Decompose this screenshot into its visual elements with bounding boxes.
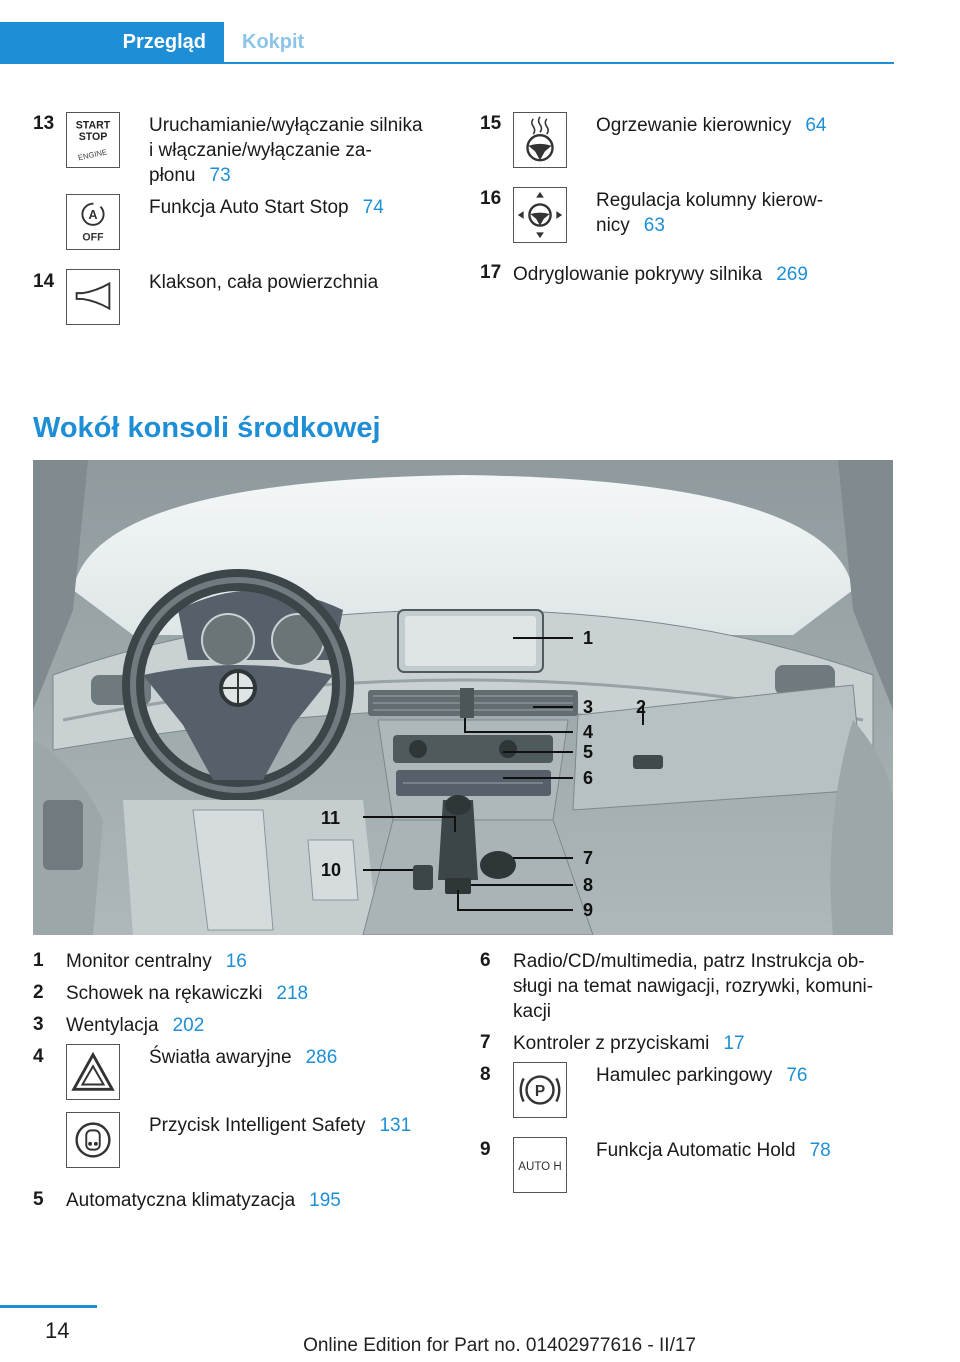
svg-text:1: 1	[583, 628, 594, 648]
legend-item: Światła awaryjne 286	[149, 1047, 338, 1068]
page-link[interactable]: 286	[305, 1047, 338, 1068]
auto-start-stop-off-icon	[66, 194, 120, 250]
svg-text:11: 11	[321, 808, 341, 828]
page-number: 14	[45, 1318, 70, 1343]
cockpit-illustration	[33, 460, 893, 935]
legend-item: Przycisk Intelligent Safety 131	[149, 1115, 412, 1136]
svg-text:7: 7	[583, 848, 594, 868]
legend-item: Automatyczna klimatyzacja 195	[66, 1190, 341, 1211]
parking-brake-icon	[513, 1062, 567, 1118]
item-13-text: Uruchamianie/wyłączanie silnika i włączanie/wyłączanie za- płonu 73	[149, 115, 423, 186]
auto-hold-icon	[513, 1137, 567, 1193]
svg-text:4: 4	[583, 722, 594, 742]
heated-steering-wheel-icon	[513, 112, 567, 168]
hazard-warning-icon	[66, 1044, 120, 1100]
page-link[interactable]: 202	[172, 1015, 205, 1036]
edition-text: Online Edition for Part no. 01402977616 - II/17	[303, 1335, 696, 1356]
legend-number: 5	[33, 1189, 44, 1210]
svg-text:6: 6	[583, 768, 594, 788]
legend-number: 2	[33, 982, 44, 1003]
svg-text:5: 5	[583, 742, 594, 762]
page-link[interactable]: 73	[209, 165, 231, 186]
legend-number: 8	[480, 1064, 491, 1085]
legend-number: 3	[33, 1014, 44, 1035]
item-16-text: Regulacja kolumny kierow- nicy 63	[596, 190, 824, 236]
legend-number: 9	[480, 1139, 491, 1160]
page-link[interactable]: 74	[362, 197, 384, 218]
steering-column-adjust-icon	[513, 187, 567, 243]
start-stop-icon	[66, 112, 120, 168]
svg-text:START: START	[75, 119, 111, 132]
svg-text:2: 2	[636, 697, 647, 717]
tab-bar	[0, 22, 894, 64]
item-17-text: Odryglowanie pokrywy silnika 269	[513, 264, 808, 285]
legend-item: Monitor centralny 16	[66, 951, 247, 972]
intelligent-safety-icon	[66, 1112, 120, 1168]
tab-przeglad[interactable]: Przegląd	[0, 22, 224, 62]
svg-text:P: P	[534, 1082, 546, 1100]
svg-text:8: 8	[583, 875, 594, 895]
svg-text:3: 3	[583, 697, 594, 717]
legend-number: 6	[480, 950, 491, 971]
item-number: 17	[480, 262, 502, 283]
page-link[interactable]: 17	[723, 1033, 745, 1054]
auto-start-stop-text: Funkcja Auto Start Stop 74	[149, 197, 384, 218]
page-link[interactable]: 63	[643, 215, 665, 236]
item-15-text: Ogrzewanie kierownicy 64	[596, 115, 827, 136]
svg-text:AUTO H: AUTO H	[518, 1160, 562, 1173]
legend-item: Wentylacja 202	[66, 1015, 205, 1036]
item-number: 13	[33, 113, 55, 134]
svg-text:OFF: OFF	[82, 231, 104, 244]
footer-rule	[0, 1305, 97, 1308]
item-number: 15	[480, 113, 502, 134]
svg-text:STOP: STOP	[78, 131, 108, 143]
page-link[interactable]: 195	[309, 1190, 341, 1211]
section-heading: Wokół konsoli środkowej	[33, 412, 381, 444]
svg-text:ENGINE: ENGINE	[77, 147, 108, 163]
item-number: 14	[33, 271, 55, 292]
page-link[interactable]: 131	[379, 1115, 412, 1136]
legend-item: Hamulec parkingowy 76	[596, 1065, 808, 1086]
page-link[interactable]: 269	[776, 264, 808, 285]
page-link[interactable]: 76	[786, 1065, 808, 1086]
legend-item: Radio/CD/multimedia, patrz Instrukcja ob- sługi na temat nawigacji, rozrywki, komuni- kacji	[513, 951, 874, 1022]
page-link[interactable]: 218	[276, 983, 309, 1004]
page-link[interactable]: 78	[809, 1140, 831, 1161]
svg-text:10: 10	[321, 860, 342, 880]
tab-kokpit[interactable]: Kokpit	[242, 31, 305, 53]
item-number: 16	[480, 188, 502, 209]
legend-item: Kontroler z przyciskami 17	[513, 1033, 745, 1054]
legend-number: 1	[33, 950, 44, 971]
legend-item: Funkcja Automatic Hold 78	[596, 1140, 831, 1161]
page-link[interactable]: 16	[225, 951, 247, 972]
horn-icon	[66, 269, 120, 325]
legend-number: 4	[33, 1046, 44, 1067]
page-link[interactable]: 64	[805, 115, 827, 136]
legend-item: Schowek na rękawiczki 218	[66, 983, 309, 1004]
svg-text:9: 9	[583, 900, 594, 920]
svg-text:A: A	[88, 208, 98, 223]
item-14-text: Klakson, cała powierzchnia	[149, 272, 379, 293]
legend-number: 7	[480, 1032, 491, 1053]
